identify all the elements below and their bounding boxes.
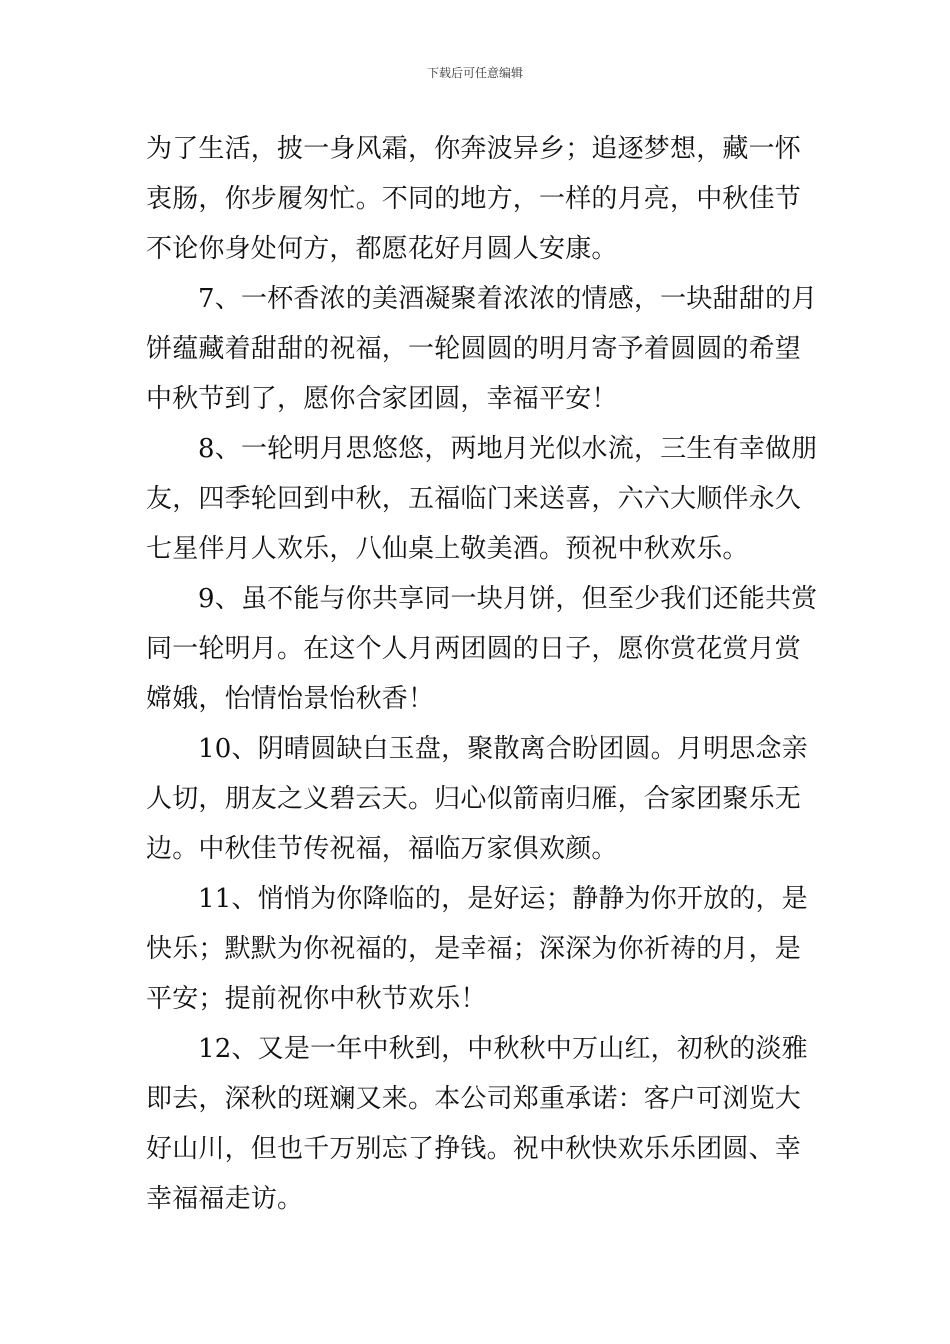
paragraph-line: 7、一杯香浓的美酒凝聚着浓浓的情感，一块甜甜的月 — [198, 284, 818, 314]
page-header: 下载后可任意编辑 — [426, 66, 523, 80]
paragraph-8 — [146, 424, 818, 574]
paragraph-line: 人切，朋友之义碧云天。归心似箭南归雁，合家团聚乐无 — [146, 784, 802, 814]
paragraph-line: 边。中秋佳节传祝福，福临万家俱欢颜。 — [146, 834, 618, 864]
paragraph-line: 幸福福走访。 — [146, 1184, 304, 1214]
paragraph-line: 10、阴晴圆缺白玉盘，聚散离合盼团圆。月明思念亲 — [198, 734, 808, 764]
document-body — [146, 124, 818, 1224]
paragraph-line: 11、悄悄为你降临的，是好运；静静为你开放的，是 — [198, 884, 808, 914]
paragraph-line: 衷肠，你步履匆忙。不同的地方，一样的月亮，中秋佳节 — [146, 184, 802, 214]
paragraph-line: 12、又是一年中秋到，中秋秋中万山红，初秋的淡雅 — [198, 1034, 808, 1064]
paragraph-line: 快乐；默默为你祝福的，是幸福；深深为你祈祷的月，是 — [146, 934, 802, 964]
paragraph-9 — [146, 574, 818, 724]
paragraph-line: 嫦娥，怡情怡景怡秋香！ — [146, 684, 435, 714]
paragraph-11 — [146, 874, 808, 1024]
paragraph-7 — [146, 274, 818, 424]
paragraph-line: 七星伴月人欢乐，八仙桌上敬美酒。预祝中秋欢乐。 — [146, 534, 749, 564]
paragraph-line: 友，四季轮回到中秋，五福临门来送喜，六六大顺伴永久 — [146, 484, 802, 514]
paragraph-line: 好山川，但也千万别忘了挣钱。祝中秋快欢乐乐团圆、幸 — [146, 1134, 802, 1164]
paragraph-line: 8、一轮明月思悠悠，两地月光似水流，三生有幸做朋 — [198, 434, 818, 464]
paragraph-line: 不论你身处何方，都愿花好月圆人安康。 — [146, 234, 618, 264]
paragraph-12 — [146, 1024, 808, 1224]
paragraph-line: 同一轮明月。在这个人月两团圆的日子，愿你赏花赏月赏 — [146, 634, 802, 664]
paragraph-line: 为了生活，披一身风霜，你奔波异乡；追逐梦想，藏一怀 — [146, 134, 802, 164]
paragraph-line: 即去，深秋的斑斓又来。本公司郑重承诺：客户可浏览大 — [146, 1084, 802, 1114]
paragraph-10 — [146, 724, 808, 874]
paragraph-line: 平安；提前祝你中秋节欢乐！ — [146, 984, 487, 1014]
paragraph-line: 中秋节到了，愿你合家团圆，幸福平安！ — [146, 384, 618, 414]
paragraph-line: 饼蕴藏着甜甜的祝福，一轮圆圆的明月寄予着圆圆的希望 — [146, 334, 802, 364]
paragraph-intro — [146, 124, 808, 274]
paragraph-line: 9、虽不能与你共享同一块月饼，但至少我们还能共赏 — [198, 584, 818, 614]
